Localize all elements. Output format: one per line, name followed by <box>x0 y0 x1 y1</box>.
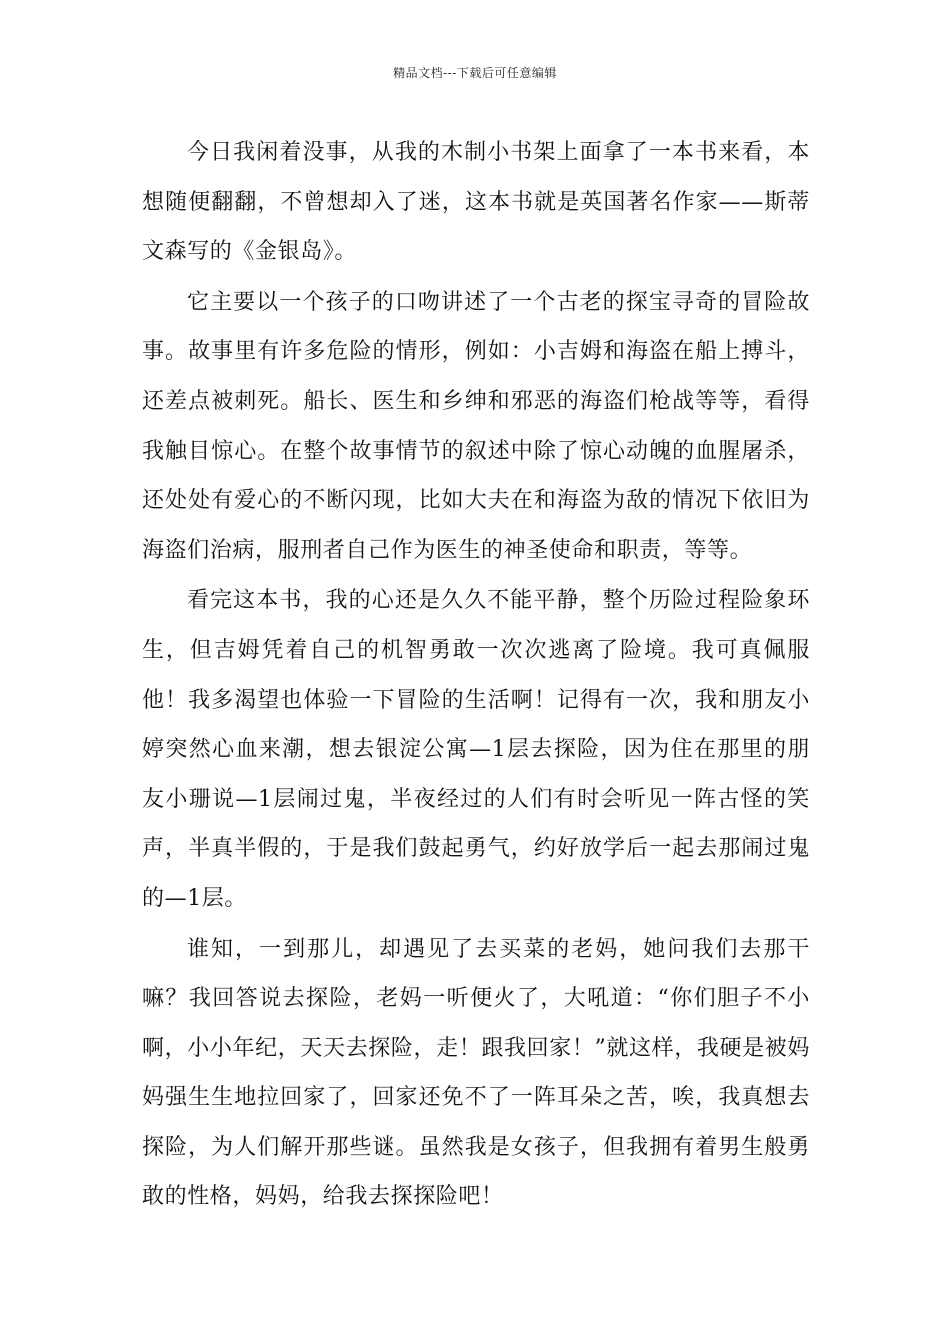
document-body <box>142 128 810 1223</box>
paragraph-3: 看完这本书，我的心还是久久不能平静，整个历险过程险象环生，但吉姆凭着自己的机智勇敢一次次逃离了险境。我可真佩服他！我多渴望也体验一下冒险的生活啊！记得有一次，我和朋友小婷突然心血来潮，想去银淀公寓—1层去探险，因为住在那里的朋友小珊说—1层闹过鬼，半夜经过的人们有时会听见一阵古怪的笑声，半真半假的，于是我们鼓起勇气，约好放学后一起去那闹过鬼的—1层。 <box>142 588 810 911</box>
paragraph-2: 它主要以一个孩子的口吻讲述了一个古老的探宝寻奇的冒险故事。故事里有许多危险的情形，例如：小吉姆和海盗在船上搏斗，还差点被刺死。船长、医生和乡绅和邪恶的海盗们枪战等等，看得我触目惊心。在整个故事情节的叙述中除了惊心动魄的血腥屠杀，还处处有爱心的不断闪现，比如大夫在和海盗为敌的情况下依旧为海盗们治病，服刑者自己作为医生的神圣使命和职责，等等。 <box>142 289 810 563</box>
page-header: 精品文档---下载后可任意编辑 <box>393 66 557 80</box>
paragraph-4: 谁知，一到那儿，却遇见了去买菜的老妈，她问我们去那干嘛？我回答说去探险，老妈一听便火了，大吼道：“你们胆子不小啊，小小年纪，天天去探险，走！跟我回家！”就这样，我硬是被妈妈强生生地拉回家了，回家还免不了一阵耳朵之苦，唉，我真想去探险，为人们解开那些谜。虽然我是女孩子，但我拥有着男生般勇敢的性格，妈妈，给我去探探险吧！ <box>142 936 810 1210</box>
paragraph-1: 今日我闲着没事，从我的木制小书架上面拿了一本书来看，本想随便翻翻，不曾想却入了迷，这本书就是英国著名作家——斯蒂文森写的《金银岛》。 <box>142 140 810 265</box>
